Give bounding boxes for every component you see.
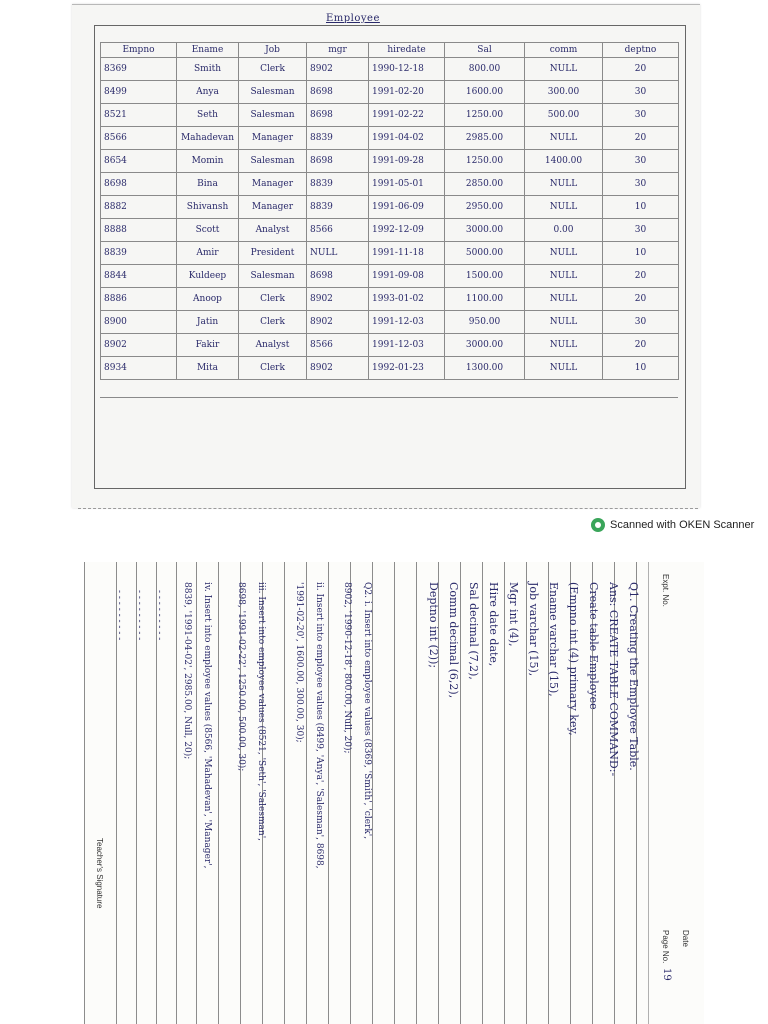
table-cell: Analyst bbox=[239, 334, 307, 357]
table-cell: NULL bbox=[525, 265, 603, 288]
table-cell: 1991-09-08 bbox=[369, 265, 445, 288]
table-cell: NULL bbox=[525, 173, 603, 196]
col-header-hiredate: hiredate bbox=[369, 43, 445, 58]
date-label: Date bbox=[681, 930, 690, 947]
table-cell: 8566 bbox=[101, 127, 177, 150]
teacher-signature-label: Teacher's Signature bbox=[95, 838, 104, 909]
col-header-empno: Empno bbox=[101, 43, 177, 58]
page-no-label: Page No. bbox=[661, 930, 670, 964]
table-cell: 1300.00 bbox=[445, 357, 525, 380]
table-row bbox=[101, 334, 679, 357]
table-cell: 20 bbox=[603, 288, 679, 311]
table-row bbox=[101, 288, 679, 311]
table-cell: 8499 bbox=[101, 81, 177, 104]
table-row bbox=[101, 173, 679, 196]
table-cell: 20 bbox=[603, 334, 679, 357]
table-cell: NULL bbox=[525, 357, 603, 380]
table-cell: 500.00 bbox=[525, 104, 603, 127]
table-cell: Amir bbox=[177, 242, 239, 265]
col-header-deptno: deptno bbox=[603, 43, 679, 58]
table-cell: 30 bbox=[603, 81, 679, 104]
table-cell: 1400.00 bbox=[525, 150, 603, 173]
table-cell: Kuldeep bbox=[177, 265, 239, 288]
page-divider bbox=[78, 508, 698, 509]
table-cell: 10 bbox=[603, 242, 679, 265]
col-header-ename: Ename bbox=[177, 43, 239, 58]
table-cell: 8934 bbox=[101, 357, 177, 380]
table-cell: 30 bbox=[603, 104, 679, 127]
table-cell: 1992-12-09 bbox=[369, 219, 445, 242]
ruled-line bbox=[482, 562, 483, 1024]
handwritten-line: ii. Insert into employee values (8499, 'Anya', 'Salesman', 8698, bbox=[314, 582, 324, 869]
table-row bbox=[101, 311, 679, 334]
table-cell: Clerk bbox=[239, 311, 307, 334]
table-cell: 20 bbox=[603, 265, 679, 288]
table-cell: 2985.00 bbox=[445, 127, 525, 150]
handwritten-line: iv. Insert into employee values (8566, 'Mahadevan', 'Manager', bbox=[202, 582, 212, 869]
table-cell: 8654 bbox=[101, 150, 177, 173]
table-cell: Clerk bbox=[239, 58, 307, 81]
handwritten-line: '1991-02-20', 1600.00, 300.00, 30); bbox=[294, 582, 304, 743]
table-row bbox=[101, 242, 679, 265]
table-cell: Salesman bbox=[239, 104, 307, 127]
table-cell: 1250.00 bbox=[445, 150, 525, 173]
table-cell: 8698 bbox=[307, 104, 369, 127]
table-cell: NULL bbox=[525, 288, 603, 311]
table-cell: 8698 bbox=[307, 81, 369, 104]
table-cell: NULL bbox=[525, 196, 603, 219]
table-row bbox=[101, 219, 679, 242]
table-cell: 1600.00 bbox=[445, 81, 525, 104]
handwritten-line: 8902, '1990-12-18', 800.00, Null, 20); bbox=[342, 582, 352, 754]
table-cell: Mita bbox=[177, 357, 239, 380]
ruled-line bbox=[176, 562, 177, 1024]
table-cell: 8839 bbox=[307, 127, 369, 150]
handwritten-line: 8839, '1991-04-02', 2985.00, Null, 20); bbox=[182, 582, 192, 760]
table-cell: NULL bbox=[525, 58, 603, 81]
ruled-line bbox=[218, 562, 219, 1024]
ruled-line bbox=[372, 562, 373, 1024]
table-cell: 8888 bbox=[101, 219, 177, 242]
table-row bbox=[101, 127, 679, 150]
table-cell: 8566 bbox=[307, 219, 369, 242]
col-header-comm: comm bbox=[525, 43, 603, 58]
col-header-job: Job bbox=[239, 43, 307, 58]
table-cell: 10 bbox=[603, 196, 679, 219]
handwritten-line: Job varchar (15), bbox=[527, 582, 540, 677]
expt-no-label: Expt. No. bbox=[661, 574, 670, 607]
table-cell: 300.00 bbox=[525, 81, 603, 104]
table-cell: Momin bbox=[177, 150, 239, 173]
handwritten-line: 8698, '1991-02-22', 1250.00, 500.00, 30); bbox=[236, 582, 246, 772]
table-cell: 800.00 bbox=[445, 58, 525, 81]
table-cell: 1991-11-18 bbox=[369, 242, 445, 265]
ruled-line bbox=[284, 562, 285, 1024]
table-caption: Employee bbox=[326, 13, 380, 24]
ruled-line bbox=[84, 562, 85, 1024]
table-bottom-border bbox=[100, 397, 678, 398]
table-cell: 8844 bbox=[101, 265, 177, 288]
handwritten-line: Q1. Creating the Employee Table. bbox=[627, 582, 640, 771]
handwritten-line: Hire date date, bbox=[487, 582, 500, 667]
ruled-line bbox=[394, 562, 395, 1024]
table-cell: 2850.00 bbox=[445, 173, 525, 196]
table-cell: Mahadevan bbox=[177, 127, 239, 150]
table-cell: Clerk bbox=[239, 357, 307, 380]
table-cell: Clerk bbox=[239, 288, 307, 311]
table-row bbox=[101, 81, 679, 104]
table-cell: 8369 bbox=[101, 58, 177, 81]
table-cell: 3000.00 bbox=[445, 334, 525, 357]
handwritten-line: Q2. i. Insert into employee values (8369, 'Smith', 'clerk', bbox=[362, 582, 372, 840]
table-cell: Analyst bbox=[239, 219, 307, 242]
table-cell: 8900 bbox=[101, 311, 177, 334]
scanner-watermark bbox=[591, 518, 754, 532]
employee-table bbox=[100, 42, 679, 380]
handwritten-line: Ans: CREATE TABLE COMMAND:- bbox=[607, 582, 620, 777]
table-header bbox=[101, 43, 679, 58]
table-cell: Salesman bbox=[239, 265, 307, 288]
table-cell: 1250.00 bbox=[445, 104, 525, 127]
table-cell: 1991-05-01 bbox=[369, 173, 445, 196]
table-cell: 1991-06-09 bbox=[369, 196, 445, 219]
table-cell: 30 bbox=[603, 311, 679, 334]
table-cell: Manager bbox=[239, 196, 307, 219]
table-cell: 8839 bbox=[307, 173, 369, 196]
table-cell: President bbox=[239, 242, 307, 265]
table-row bbox=[101, 150, 679, 173]
table-cell: Manager bbox=[239, 173, 307, 196]
table-cell: 8698 bbox=[307, 265, 369, 288]
handwritten-line: (Empno int (4) primary key, bbox=[567, 582, 580, 736]
handwritten-line: Comm decimal (6,2), bbox=[447, 582, 460, 699]
table-cell: 8902 bbox=[307, 288, 369, 311]
table-cell: NULL bbox=[525, 127, 603, 150]
handwritten-line: iii. Insert into employee values (8521, 'Seth', 'Salesman', bbox=[256, 582, 266, 842]
table-row bbox=[101, 58, 679, 81]
table-cell: Anoop bbox=[177, 288, 239, 311]
table-cell: 1991-02-22 bbox=[369, 104, 445, 127]
table-cell: 30 bbox=[603, 173, 679, 196]
table-cell: 1991-04-02 bbox=[369, 127, 445, 150]
table-cell: 30 bbox=[603, 150, 679, 173]
table-cell: 8698 bbox=[307, 150, 369, 173]
scanner-logo-icon bbox=[591, 518, 605, 532]
table-cell: 8566 bbox=[307, 334, 369, 357]
table-cell: 1993-01-02 bbox=[369, 288, 445, 311]
table-cell: 8902 bbox=[307, 58, 369, 81]
table-cell: 1991-12-03 bbox=[369, 311, 445, 334]
ruled-line bbox=[306, 562, 307, 1024]
col-header-sal: Sal bbox=[445, 43, 525, 58]
table-cell: Fakir bbox=[177, 334, 239, 357]
table-cell: NULL bbox=[525, 242, 603, 265]
table-cell: 1991-02-20 bbox=[369, 81, 445, 104]
table-row bbox=[101, 357, 679, 380]
handwritten-line: Sal decimal (7,2), bbox=[467, 582, 480, 680]
table-cell: 950.00 bbox=[445, 311, 525, 334]
handwritten-line: Mgr int (4), bbox=[507, 582, 520, 647]
table-cell: NULL bbox=[525, 311, 603, 334]
table-cell: 1500.00 bbox=[445, 265, 525, 288]
table-row bbox=[101, 196, 679, 219]
ruled-line bbox=[504, 562, 505, 1024]
table-cell: 8886 bbox=[101, 288, 177, 311]
table-cell: 8902 bbox=[101, 334, 177, 357]
ruled-line bbox=[328, 562, 329, 1024]
ruled-line bbox=[460, 562, 461, 1024]
handwritten-line: Deptno int (2)); bbox=[427, 582, 440, 669]
table-cell: Shivansh bbox=[177, 196, 239, 219]
table-cell: NULL bbox=[525, 334, 603, 357]
table-cell: 8839 bbox=[101, 242, 177, 265]
scanner-label: Scanned with OKEN Scanner bbox=[610, 519, 755, 531]
table-cell: 1990-12-18 bbox=[369, 58, 445, 81]
table-cell: Jatin bbox=[177, 311, 239, 334]
table-cell: 8882 bbox=[101, 196, 177, 219]
table-cell: Smith bbox=[177, 58, 239, 81]
table-cell: Salesman bbox=[239, 81, 307, 104]
handwritten-line: - - - - - - - - - bbox=[154, 590, 164, 641]
col-header-mgr: mgr bbox=[307, 43, 369, 58]
table-cell: 1992-01-23 bbox=[369, 357, 445, 380]
handwritten-line: - - - - - - - - - bbox=[134, 590, 144, 641]
table-cell: 30 bbox=[603, 219, 679, 242]
table-cell: Manager bbox=[239, 127, 307, 150]
table-row bbox=[101, 265, 679, 288]
ruled-line bbox=[416, 562, 417, 1024]
table-cell: 5000.00 bbox=[445, 242, 525, 265]
page-no-value: 19 bbox=[661, 968, 672, 981]
table-cell: 2950.00 bbox=[445, 196, 525, 219]
table-cell: 20 bbox=[603, 58, 679, 81]
ruled-line bbox=[196, 562, 197, 1024]
table-cell: 8902 bbox=[307, 311, 369, 334]
table-cell: Scott bbox=[177, 219, 239, 242]
table-cell: 1991-09-28 bbox=[369, 150, 445, 173]
table-cell: 0.00 bbox=[525, 219, 603, 242]
handwritten-line: Ename varchar (15), bbox=[547, 582, 560, 697]
handwritten-line: Create table Employee bbox=[587, 582, 600, 710]
table-cell: NULL bbox=[307, 242, 369, 265]
table-cell: 3000.00 bbox=[445, 219, 525, 242]
table-cell: 20 bbox=[603, 127, 679, 150]
table-body bbox=[101, 58, 679, 380]
table-cell: Salesman bbox=[239, 150, 307, 173]
table-cell: 8902 bbox=[307, 357, 369, 380]
table-cell: Anya bbox=[177, 81, 239, 104]
page-margin-rule bbox=[648, 562, 649, 1024]
table-cell: 1100.00 bbox=[445, 288, 525, 311]
table-cell: 8839 bbox=[307, 196, 369, 219]
table-cell: 8521 bbox=[101, 104, 177, 127]
table-row bbox=[101, 104, 679, 127]
table-cell: Bina bbox=[177, 173, 239, 196]
page-top-edge bbox=[72, 4, 700, 5]
table-cell: Seth bbox=[177, 104, 239, 127]
table-cell: 1991-12-03 bbox=[369, 334, 445, 357]
handwritten-line: - - - - - - - - - bbox=[114, 590, 124, 641]
table-cell: 8698 bbox=[101, 173, 177, 196]
table-cell: 10 bbox=[603, 357, 679, 380]
